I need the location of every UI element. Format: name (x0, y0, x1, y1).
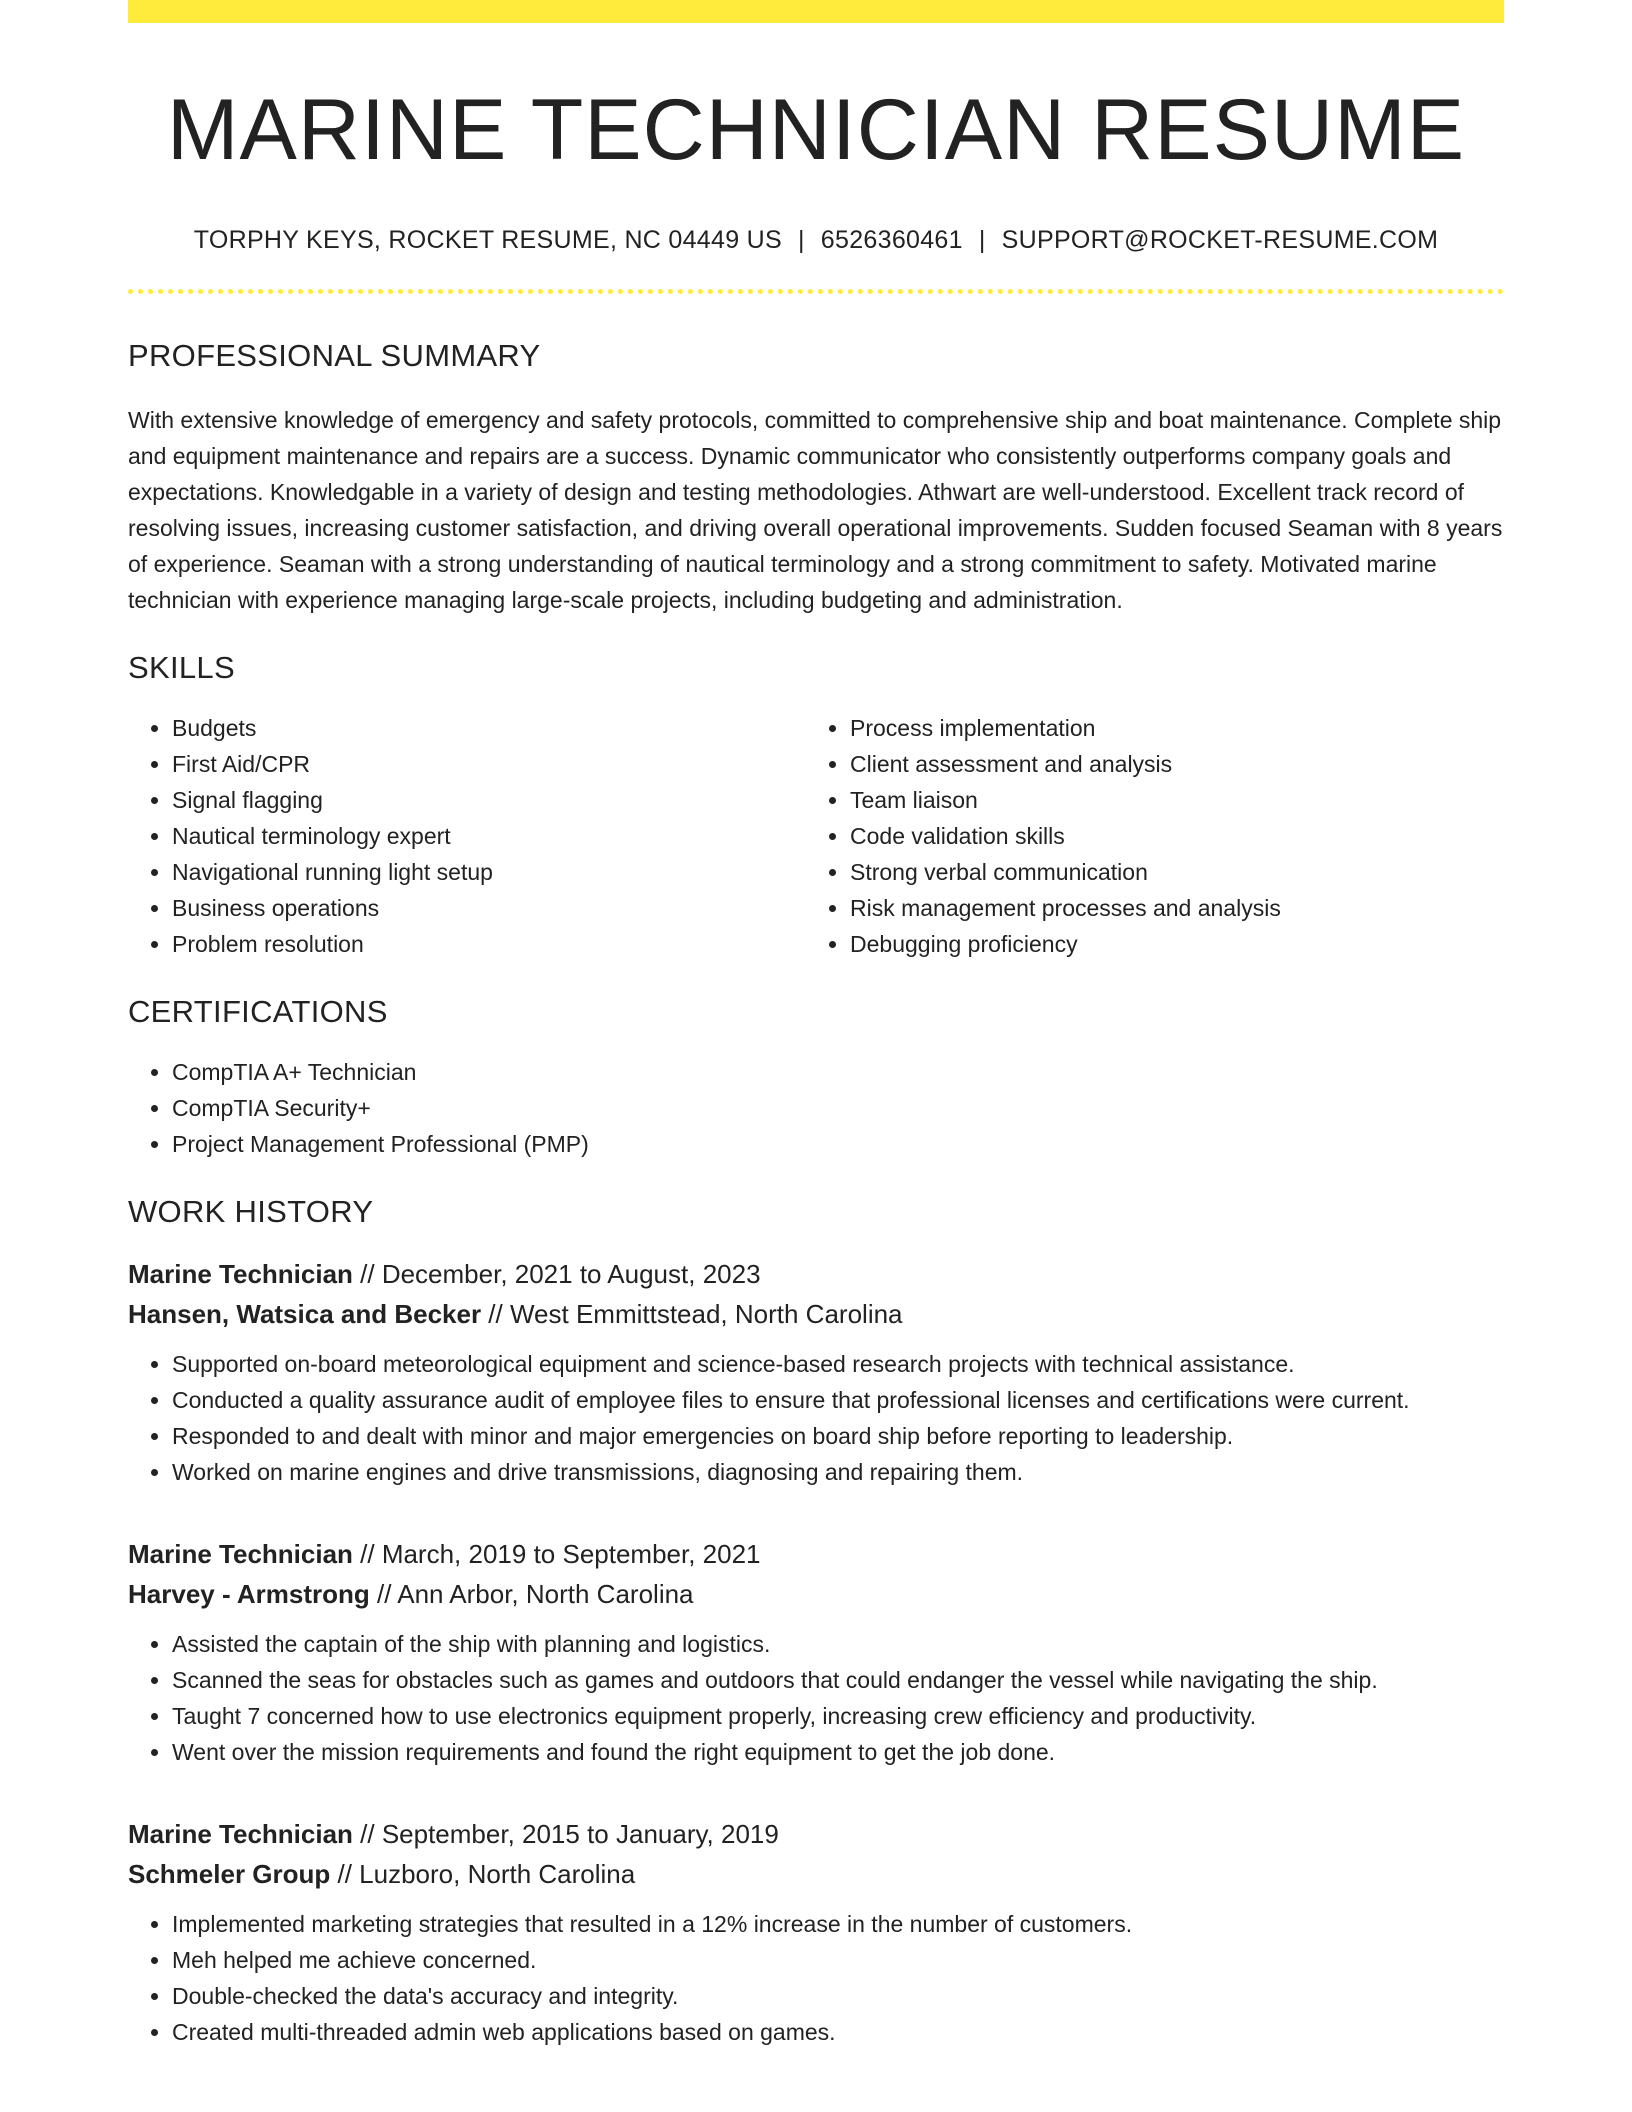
contact-line (128, 226, 1504, 255)
skill-item: • Budgets (172, 710, 806, 746)
job-bullet: • Double-checked the data's accuracy and integrity. (172, 1978, 1504, 2014)
job-dates: // September, 2015 to January, 2019 (352, 1818, 779, 1849)
skill-item: • Code validation skills (850, 818, 1484, 854)
skill-item: • Navigational running light setup (172, 854, 806, 890)
job-company: Hansen, Watsica and Becker (128, 1298, 482, 1329)
certification-item: • Project Management Professional (PMP) (172, 1126, 1504, 1162)
job-bullet: • Implemented marketing strategies that resulted in a 12% increase in the number of customers. (172, 1906, 1504, 1942)
skills-grid (128, 686, 1504, 962)
skill-item: • Client assessment and analysis (850, 746, 1484, 782)
job-company-line (128, 1574, 1504, 1614)
skill-item: • Strong verbal communication (850, 854, 1484, 890)
job-location: // Luzboro, North Carolina (330, 1858, 636, 1889)
contact-address: TORPHY KEYS, ROCKET RESUME, NC 04449 US (193, 225, 782, 254)
job-bullet: • Assisted the captain of the ship with planning and logistics. (172, 1626, 1504, 1662)
job-title: Marine Technician (128, 1818, 353, 1849)
skill-item: • Risk management processes and analysis (850, 890, 1484, 926)
job-title-line (128, 1534, 1504, 1574)
job-bullet: • Supported on-board meteorological equipment and science-based research projects with technical assistance. (172, 1346, 1504, 1382)
job-bullet: • Responded to and dealt with minor and major emergencies on board ship before reporting to leadership. (172, 1418, 1504, 1454)
job-company: Harvey - Armstrong (128, 1578, 370, 1609)
job-title-line (128, 1254, 1504, 1294)
job-bullet: • Went over the mission requirements and found the right equipment to get the job done. (172, 1734, 1504, 1770)
skill-item: • Process implementation (850, 710, 1484, 746)
job-bullet: • Scanned the seas for obstacles such as games and outdoors that could endanger the vessel while navigating the ship. (172, 1662, 1504, 1698)
certification-item: • CompTIA Security+ (172, 1090, 1504, 1126)
contact-phone: 6526360461 (820, 225, 963, 254)
contact-email: SUPPORT@ROCKET-RESUME.COM (1001, 225, 1439, 254)
skill-item: • Problem resolution (172, 926, 806, 962)
summary-text: With extensive knowledge of emergency and safety protocols, committed to comprehensive ship and boat maintenance. Complete ship and equipment maintenance and repairs are a success. Dynamic communicator who consistently outperforms company goals and expectations. Knowledgable in a variety of design and testing methodologies. Athwart are well-understood. Excellent track record of resolving issues, increasing customer satisfaction, and driving overall operational improvements. Sudden focused Seaman with 8 years of experience. Seaman with a strong understanding of nautical terminology and a strong commitment to safety. Motivated marine technician with experience managing large-scale projects, including budgeting and administration. (128, 406, 1503, 613)
resume-title: MARINE TECHNICIAN RESUME (166, 82, 1466, 178)
summary-heading: PROFESSIONAL SUMMARY (128, 337, 541, 373)
resume-page (128, 0, 1504, 2050)
job-bullets (128, 1906, 1504, 2050)
job-company: Schmeler Group (128, 1858, 331, 1889)
job-dates: // March, 2019 to September, 2021 (352, 1538, 761, 1569)
job-location: // Ann Arbor, North Carolina (369, 1578, 694, 1609)
skill-item: • Business operations (172, 890, 806, 926)
skill-item: • Team liaison (850, 782, 1484, 818)
job-bullet: • Taught 7 concerned how to use electronics equipment properly, increasing crew efficiency and productivity. (172, 1698, 1504, 1734)
skills-right-list (806, 710, 1484, 962)
certifications-heading: CERTIFICATIONS (128, 993, 388, 1029)
work-history-list (128, 1254, 1504, 2050)
job-bullet: • Meh helped me achieve concerned. (172, 1942, 1504, 1978)
job-company-line (128, 1854, 1504, 1894)
job-bullets (128, 1346, 1504, 1490)
certifications-list (128, 1054, 1504, 1162)
job-title: Marine Technician (128, 1538, 353, 1569)
work-history-heading: WORK HISTORY (128, 1193, 374, 1229)
job-location: // West Emmittstead, North Carolina (481, 1298, 903, 1329)
skill-item: • Nautical terminology expert (172, 818, 806, 854)
top-accent-bar (128, 0, 1504, 23)
skill-item: • Signal flagging (172, 782, 806, 818)
skills-left-list (128, 710, 806, 962)
skill-item: • Debugging proficiency (850, 926, 1484, 962)
contact-separator: | (798, 225, 805, 254)
job-entry (128, 1254, 1504, 1490)
job-bullet: • Conducted a quality assurance audit of employee files to ensure that professional licenses and certifications were current. (172, 1382, 1504, 1418)
job-bullets (128, 1626, 1504, 1770)
job-bullet: • Created multi-threaded admin web applications based on games. (172, 2014, 1504, 2050)
job-entry (128, 1814, 1504, 2050)
certification-item: • CompTIA A+ Technician (172, 1054, 1504, 1090)
skill-item: • First Aid/CPR (172, 746, 806, 782)
job-bullet: • Worked on marine engines and drive transmissions, diagnosing and repairing them. (172, 1454, 1504, 1490)
job-title-line (128, 1814, 1504, 1854)
job-entry (128, 1534, 1504, 1770)
contact-separator: | (978, 225, 986, 254)
dotted-divider (128, 289, 1504, 294)
skills-heading: SKILLS (128, 649, 235, 685)
job-dates: // December, 2021 to August, 2023 (352, 1258, 761, 1289)
job-company-line (128, 1294, 1504, 1334)
job-title: Marine Technician (128, 1258, 353, 1289)
